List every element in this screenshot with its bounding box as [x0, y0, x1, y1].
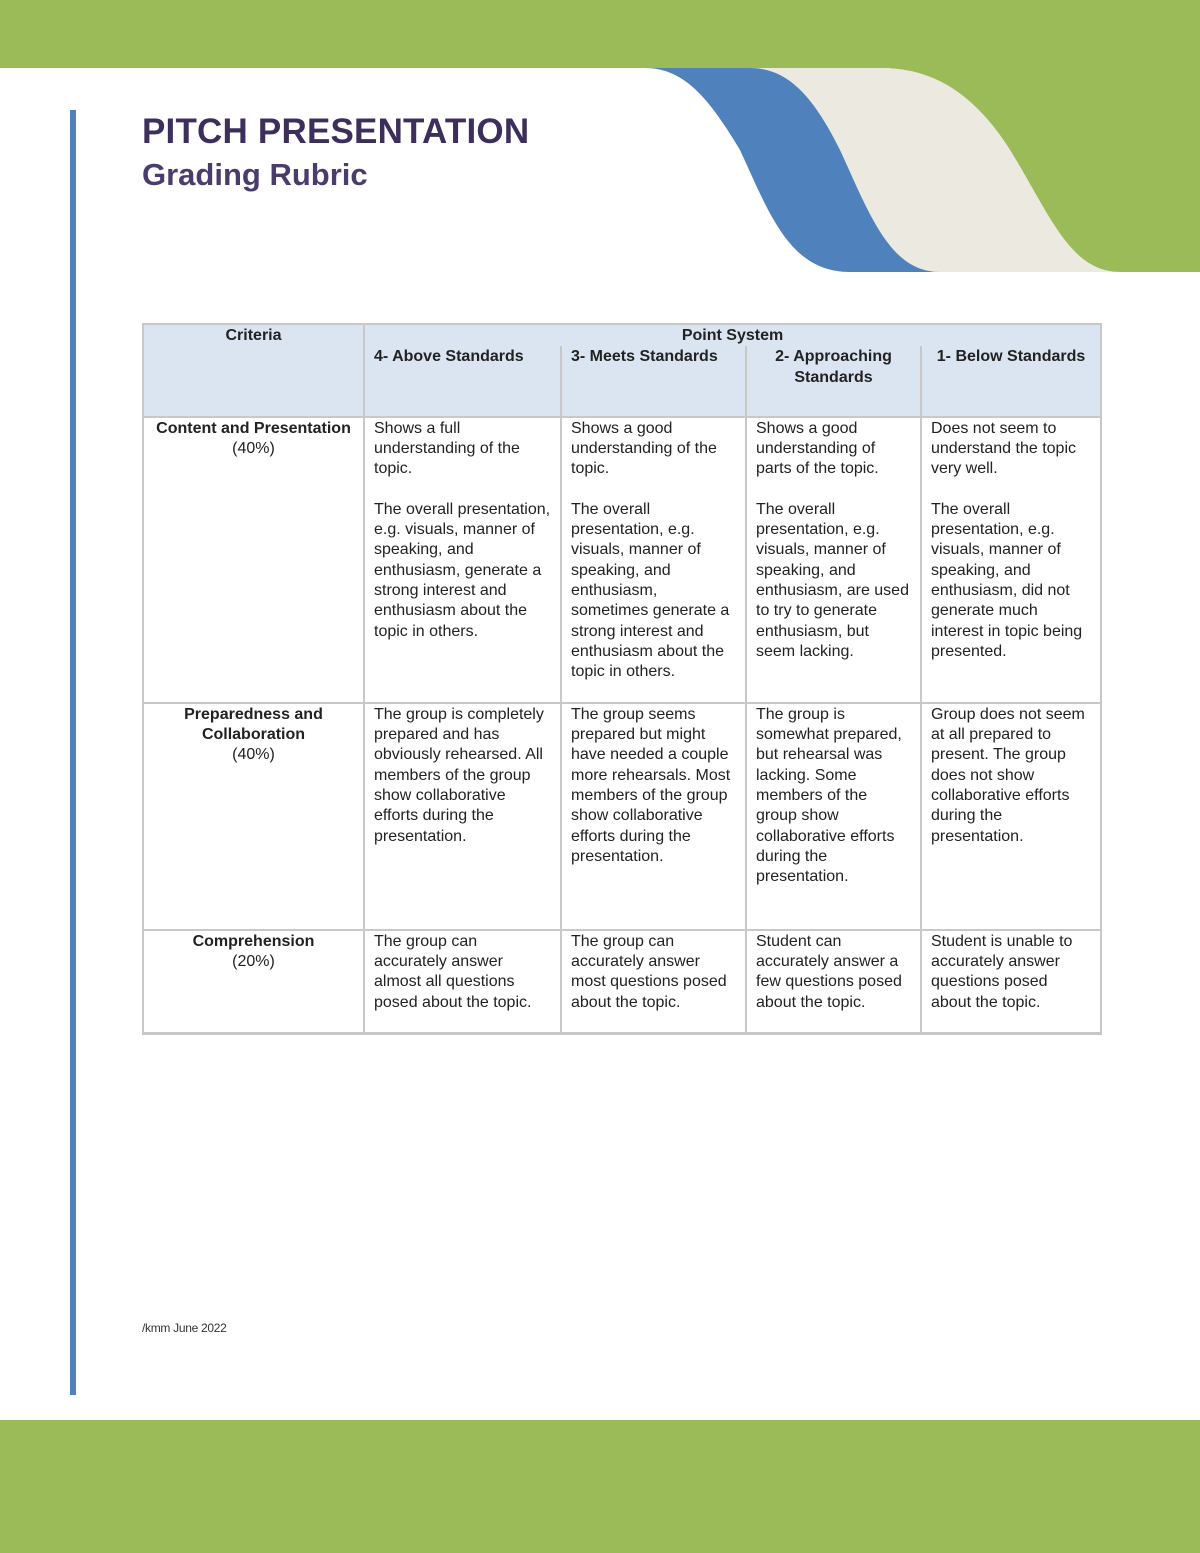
point-system-header: Point System — [364, 324, 1101, 346]
grading-rubric-table — [142, 323, 1102, 1035]
cell-text: Shows a full understanding of the topic. — [374, 419, 520, 478]
rubric-cell — [364, 930, 561, 1034]
cell-text: The overall presentation, e.g. visuals, manner of speaking, and enthusiasm, generate a strong interest and enthusiasm about the topic in others. — [374, 500, 551, 640]
cell-text: Group does not seem at all prepared to present. The group does not show collaborative efforts during the presentation. — [931, 705, 1085, 845]
table-row — [143, 417, 1101, 703]
criterion-weight: (20%) — [232, 953, 275, 971]
rubric-cell — [921, 930, 1101, 1034]
cell-text: Student can accurately answer a few questions posed about the topic. — [756, 932, 902, 1011]
cell-text: Does not seem to understand the topic very well. — [931, 419, 1076, 478]
criterion-weight: (40%) — [232, 440, 275, 458]
cell-text: The group is completely prepared and has obviously rehearsed. All members of the group show collaborative efforts during the presentation. — [374, 705, 544, 845]
level-header-3: 3- Meets Standards — [561, 346, 746, 417]
rubric-cell — [561, 703, 746, 930]
rubric-cell — [561, 930, 746, 1034]
rubric-header-row — [143, 324, 1101, 346]
cell-text: The overall presentation, e.g. visuals, manner of speaking, and enthusiasm, did not generate much interest in topic being presented. — [931, 500, 1083, 660]
left-blue-rule — [70, 110, 76, 1395]
criterion-name: Preparedness and Collaboration — [184, 705, 323, 744]
rubric-cell — [746, 417, 921, 703]
table-row — [143, 703, 1101, 930]
rubric-cell — [746, 703, 921, 930]
cell-text: Shows a good understanding of the topic. — [571, 419, 717, 478]
criterion-cell — [143, 703, 364, 930]
level-header-1: 1- Below Standards — [921, 346, 1101, 417]
criterion-name: Comprehension — [192, 932, 315, 950]
rubric-cell — [561, 417, 746, 703]
cell-text: Shows a good understanding of parts of the topic. — [756, 419, 879, 478]
cell-text: The group can accurately answer most questions posed about the topic. — [571, 932, 727, 1011]
rubric-cell — [921, 417, 1101, 703]
rubric-cell — [364, 703, 561, 930]
cell-text: The group seems prepared but might have needed a couple more rehearsals. Most members of the group show collaborative efforts during the presentation. — [571, 705, 731, 865]
criteria-header: Criteria — [143, 324, 364, 417]
page-subtitle: Grading Rubric — [142, 157, 368, 192]
criterion-cell — [143, 417, 364, 703]
bottom-green-band — [0, 1420, 1200, 1553]
level-header-4: 4- Above Standards — [364, 346, 561, 417]
level-header-2: 2- Approaching Standards — [746, 346, 921, 417]
criterion-weight: (40%) — [232, 746, 275, 764]
cell-text: The group is somewhat prepared, but rehearsal was lacking. Some members of the group show collaborative efforts during the presentation. — [756, 705, 902, 886]
table-row — [143, 930, 1101, 1034]
cell-text: Student is unable to accurately answer questions posed about the topic. — [931, 932, 1073, 1011]
rubric-cell — [921, 703, 1101, 930]
footer-note: /kmm June 2022 — [142, 1321, 227, 1335]
rubric-cell — [364, 417, 561, 703]
rubric-cell — [746, 930, 921, 1034]
criterion-name: Content and Presentation — [156, 419, 351, 437]
cell-text: The group can accurately answer almost all questions posed about the topic. — [374, 932, 532, 1011]
criterion-cell — [143, 930, 364, 1034]
page-title: PITCH PRESENTATION — [142, 112, 530, 151]
cell-text: The overall presentation, e.g. visuals, manner of speaking, and enthusiasm, sometimes generate a strong interest and enthusiasm about the topic in others. — [571, 500, 730, 681]
cell-text: The overall presentation, e.g. visuals, manner of speaking, and enthusiasm, are used to try to generate enthusiasm, but seem lacking. — [756, 500, 909, 660]
